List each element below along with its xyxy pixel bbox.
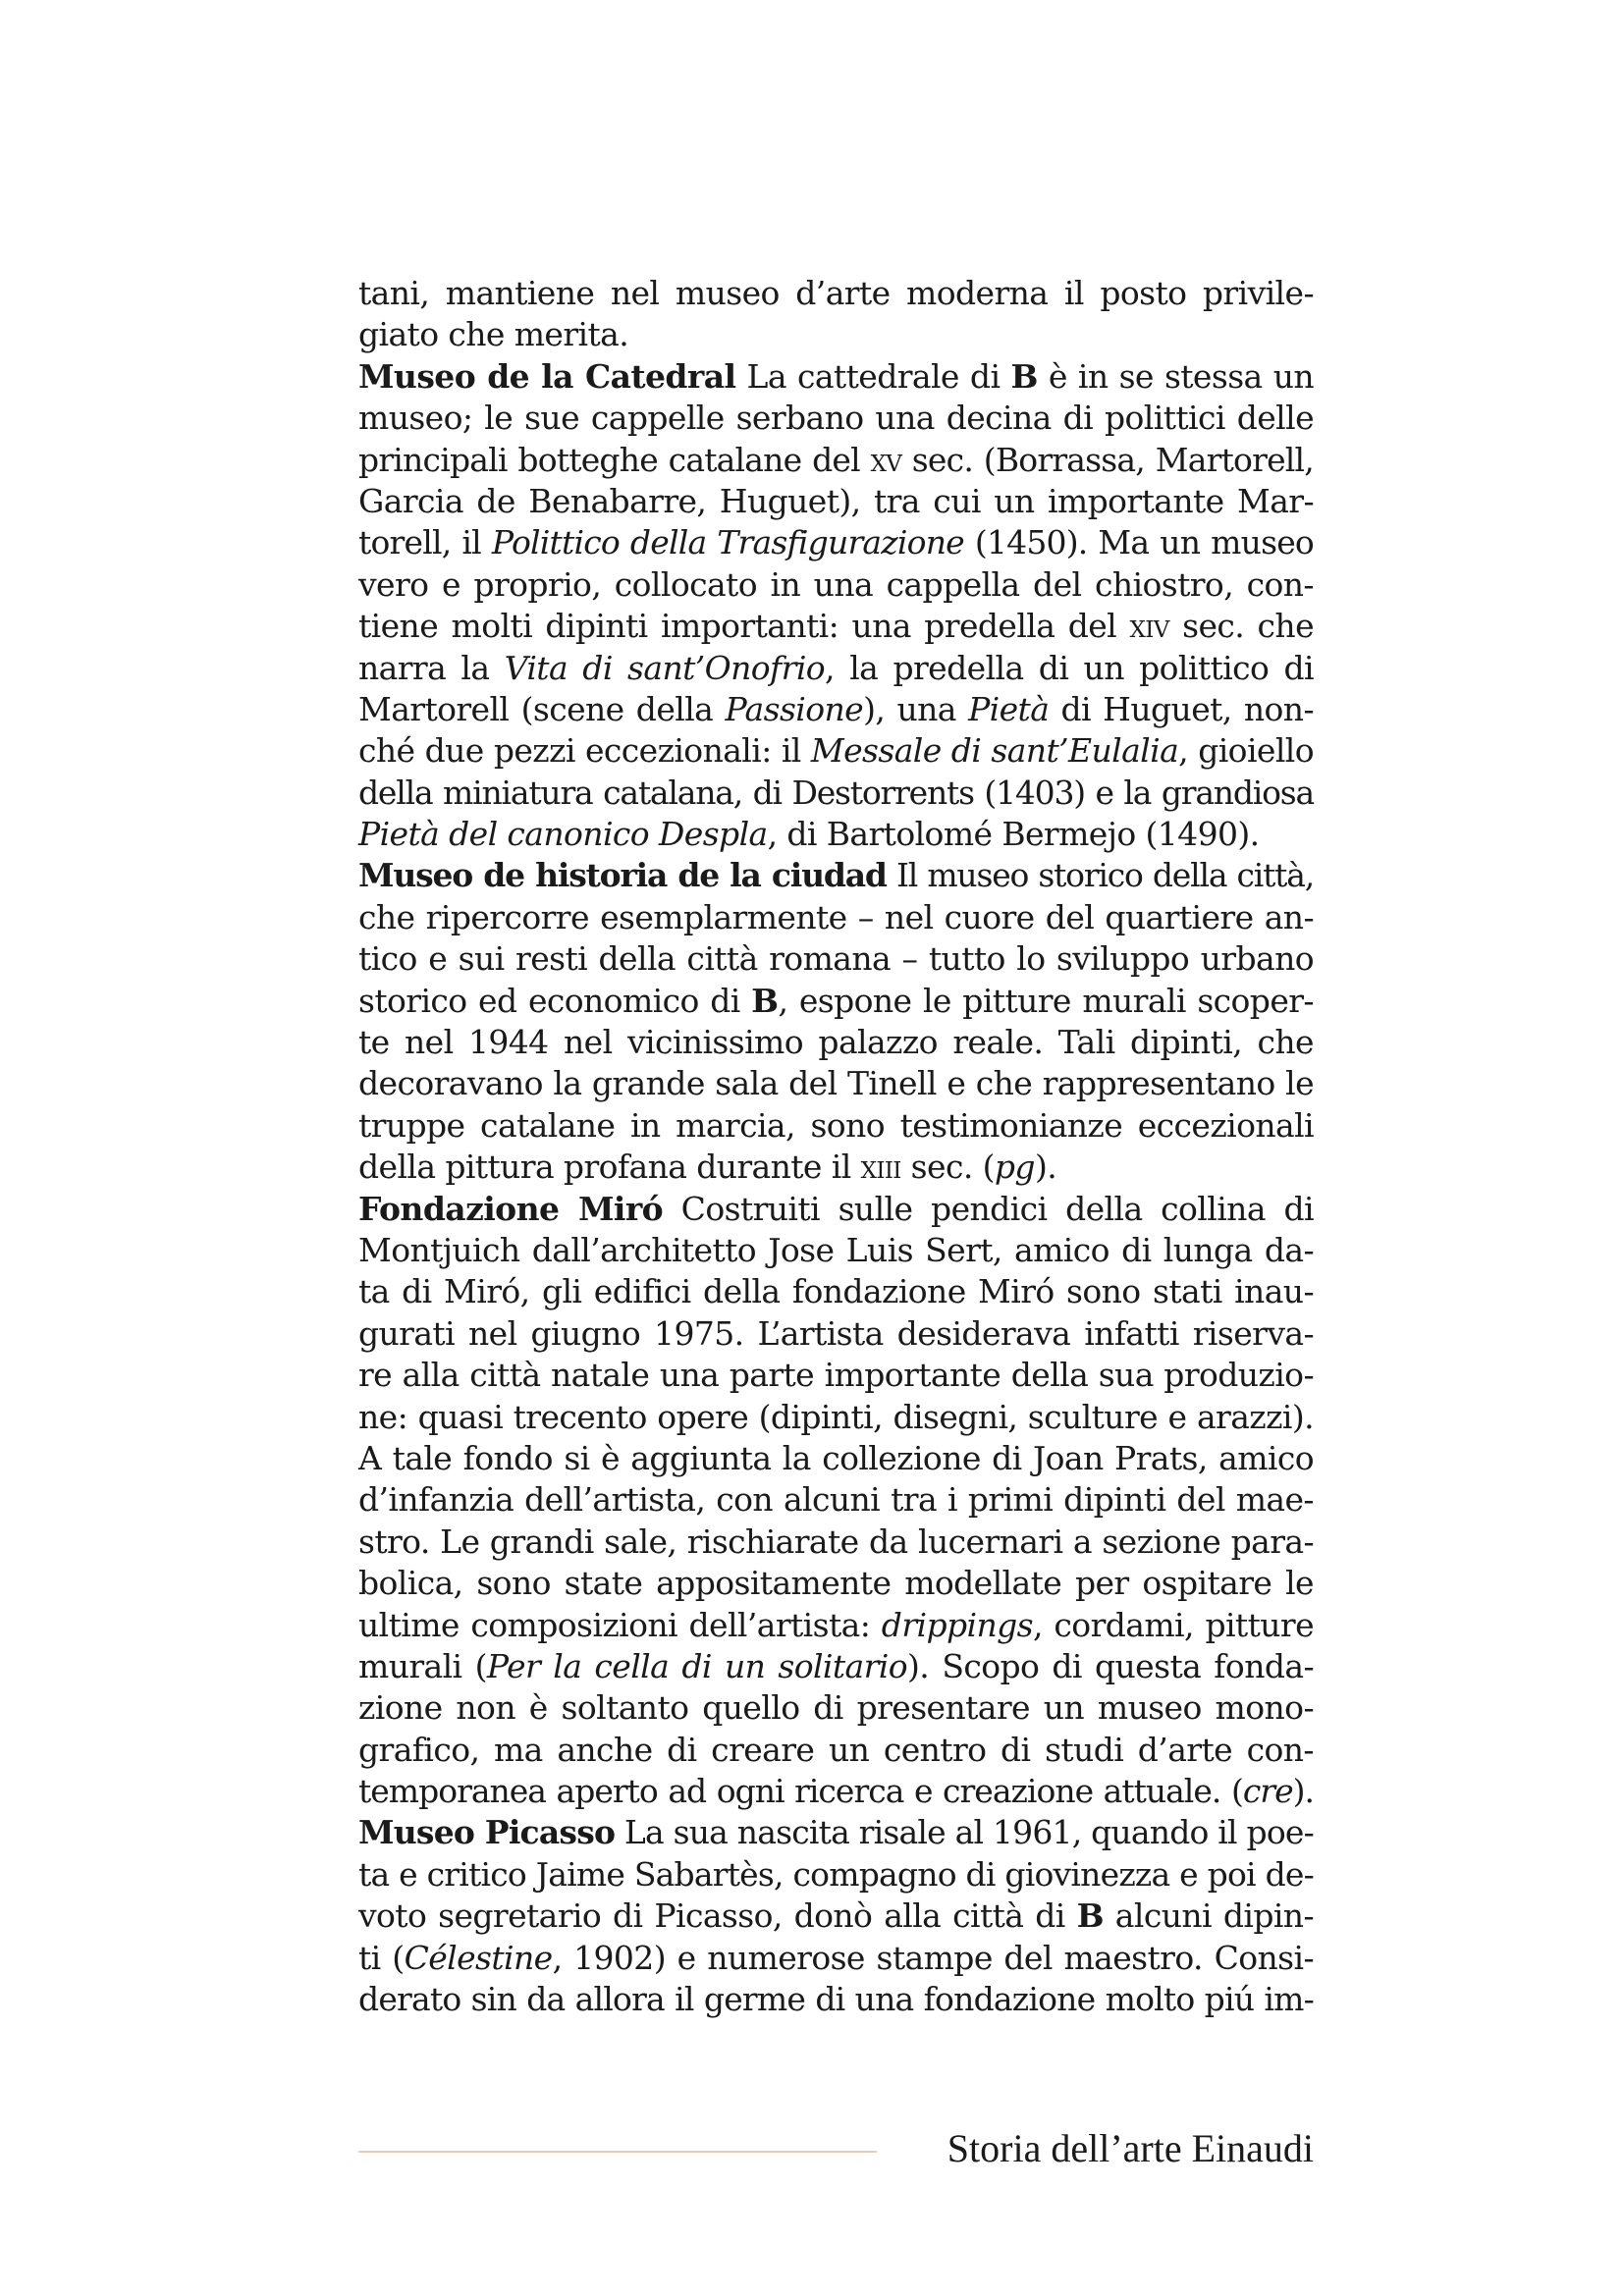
text-line bbox=[358, 1230, 1314, 1271]
text-line bbox=[358, 1646, 1314, 1687]
text-run: grafico, ma anche di creare un centro di studi d’arte con- bbox=[358, 1730, 1314, 1769]
bold-heading: Fondazione Miró bbox=[358, 1189, 664, 1228]
text-line bbox=[358, 1730, 1314, 1771]
text-run: bolica, sono state appositamente modellate per ospitare le bbox=[358, 1564, 1314, 1603]
text-line bbox=[358, 1063, 1314, 1104]
text-line bbox=[358, 938, 1314, 980]
text-run: alcuni dipin- bbox=[1103, 1896, 1314, 1936]
text-line bbox=[358, 481, 1314, 522]
text-line bbox=[358, 1355, 1314, 1396]
text-run: sec. che bbox=[1168, 607, 1314, 646]
footer-publisher: Storia dell’arte Einaudi bbox=[947, 2126, 1314, 2170]
text-line bbox=[358, 1479, 1314, 1521]
bold-heading: B bbox=[751, 981, 779, 1020]
text-line bbox=[358, 897, 1314, 938]
text-line bbox=[358, 1147, 1314, 1188]
italic-title: cre bbox=[1242, 1772, 1293, 1811]
text-run: tani, mantiene nel museo d’arte moderna il posto privile- bbox=[358, 274, 1314, 312]
text-run: torell, il bbox=[358, 523, 492, 562]
text-run: giato che merita. bbox=[358, 315, 629, 354]
text-run: , espone le pitture murali scoper- bbox=[778, 981, 1314, 1020]
text-line bbox=[358, 356, 1314, 398]
text-run: ultime composizioni dell’artista: bbox=[358, 1605, 882, 1644]
century-numeral: xv bbox=[870, 440, 902, 479]
text-run: temporanea aperto ad ogni ricerca e creazione attuale. ( bbox=[358, 1772, 1243, 1811]
italic-title: Per la cella di un solitario bbox=[486, 1646, 908, 1685]
text-run: gurati nel giugno 1975. L’artista desiderava infatti riserva- bbox=[358, 1313, 1314, 1353]
text-run: storico ed economico di bbox=[358, 981, 752, 1020]
text-run: principali botteghe catalane del bbox=[358, 440, 871, 479]
text-run: museo; le sue cappelle serbano una decina di polittici delle bbox=[358, 399, 1314, 438]
italic-title: Pietà bbox=[968, 689, 1050, 728]
text-run: sec. ( bbox=[900, 1148, 995, 1187]
text-run: La cattedrale di bbox=[735, 356, 1011, 396]
text-line bbox=[358, 273, 1314, 314]
text-line bbox=[358, 1687, 1314, 1729]
text-run: ché due pezzi eccezionali: il bbox=[358, 731, 811, 771]
text-run: , di Bartolomé Bermejo (1490). bbox=[767, 815, 1260, 854]
text-run: Garcia de Benabarre, Huguet), tra cui un importante Mar- bbox=[358, 481, 1314, 520]
text-run: decoravano la grande sala del Tinell e che rappresentano le bbox=[358, 1064, 1314, 1103]
text-run: d’infanzia dell’artista, con alcuni tra i primi dipinti del mae- bbox=[358, 1480, 1314, 1520]
text-line bbox=[358, 440, 1314, 481]
text-line bbox=[358, 1979, 1314, 2020]
bold-heading: Museo Picasso bbox=[358, 1813, 616, 1852]
text-line bbox=[358, 814, 1314, 855]
text-line bbox=[358, 1022, 1314, 1063]
text-line bbox=[358, 1854, 1314, 1896]
text-run: te nel 1944 nel vicinissimo palazzo reale. Tali dipinti, che bbox=[358, 1023, 1314, 1062]
text-run: derato sin da allora il germe di una fondazione molto piú im- bbox=[358, 1980, 1314, 2019]
text-run: La sua nascita risale al 1961, quando il poe- bbox=[615, 1813, 1314, 1852]
text-line bbox=[358, 855, 1314, 896]
text-line bbox=[358, 1605, 1314, 1646]
text-run: stro. Le grandi sale, rischiarate da lucernari a sezione para- bbox=[358, 1522, 1314, 1561]
text-run: murali ( bbox=[358, 1646, 487, 1685]
text-run: tico e sui resti della città romana – tutto lo sviluppo urbano bbox=[358, 939, 1314, 979]
text-line bbox=[358, 1812, 1314, 1853]
text-line bbox=[358, 1105, 1314, 1147]
text-line bbox=[358, 1522, 1314, 1563]
bold-heading: Museo de historia de la ciudad bbox=[358, 856, 887, 895]
footer-divider bbox=[358, 2151, 877, 2153]
text-run: , cordami, pitture bbox=[1032, 1605, 1315, 1644]
text-run: è in se stessa un bbox=[1037, 356, 1315, 396]
italic-title: Passione bbox=[725, 689, 864, 728]
text-run: di Huguet, non- bbox=[1049, 689, 1314, 728]
text-run: ). Scopo di questa fonda- bbox=[907, 1646, 1314, 1685]
text-line bbox=[358, 1896, 1314, 1937]
text-run: ti ( bbox=[358, 1938, 405, 1977]
text-run: ). bbox=[1034, 1148, 1057, 1187]
text-line bbox=[358, 314, 1314, 355]
text-line bbox=[358, 606, 1314, 647]
text-run: narra la bbox=[358, 648, 505, 687]
text-line bbox=[358, 773, 1314, 814]
text-run: tiene molti dipinti importanti: una predella del bbox=[358, 607, 1130, 646]
page-body bbox=[358, 273, 1314, 2020]
text-line bbox=[358, 1938, 1314, 1979]
text-run: ta e critico Jaime Sabartès, compagno di giovinezza e poi de- bbox=[358, 1854, 1314, 1894]
text-run: , 1902) e numerose stampe del maestro. Consi- bbox=[552, 1938, 1314, 1977]
text-line bbox=[358, 564, 1314, 606]
text-line bbox=[358, 730, 1314, 772]
bold-heading: B bbox=[1076, 1896, 1104, 1936]
text-run: A tale fondo si è aggiunta la collezione di Joan Prats, amico bbox=[358, 1438, 1314, 1477]
text-run: ta di Miró, gli edifici della fondazione Miró sono stati inau- bbox=[358, 1272, 1314, 1311]
italic-title: Vita di sant’Onofrio bbox=[504, 648, 826, 687]
text-run: Il museo storico della città, bbox=[886, 856, 1314, 895]
text-line bbox=[358, 1313, 1314, 1355]
text-run: , la predella di un polittico di bbox=[825, 648, 1314, 687]
text-line bbox=[358, 648, 1314, 689]
century-numeral: xiii bbox=[860, 1148, 901, 1187]
text-run: ). bbox=[1292, 1772, 1314, 1811]
italic-title: Polittico della Trasfigurazione bbox=[491, 523, 964, 562]
italic-title: pg bbox=[994, 1148, 1035, 1187]
text-run: Martorell (scene della bbox=[358, 689, 726, 728]
bold-heading: B bbox=[1010, 356, 1038, 396]
text-run: zione non è soltanto quello di presentare un museo mono- bbox=[358, 1688, 1314, 1728]
text-line bbox=[358, 1438, 1314, 1479]
text-run: Costruiti sulle pendici della collina di bbox=[663, 1189, 1314, 1228]
text-run: ne: quasi trecento opere (dipinti, disegni, sculture e arazzi). bbox=[358, 1397, 1314, 1436]
text-run: , gioiello bbox=[1178, 731, 1314, 771]
text-run: della pittura profana durante il bbox=[358, 1148, 861, 1187]
italic-title: Pietà del canonico Despla bbox=[358, 815, 768, 854]
text-run: voto segretario di Picasso, donò alla città di bbox=[358, 1896, 1077, 1936]
text-run: (1450). Ma un museo bbox=[963, 523, 1315, 562]
text-line bbox=[358, 522, 1314, 563]
text-run: della miniatura catalana, di Destorrents (1403) e la grandiosa bbox=[358, 773, 1314, 812]
text-run: truppe catalane in marcia, sono testimonianze eccezionali bbox=[358, 1105, 1314, 1145]
text-line bbox=[358, 981, 1314, 1022]
text-run: vero e proprio, collocato in una cappella del chiostro, con- bbox=[358, 564, 1314, 604]
century-numeral: xiv bbox=[1129, 607, 1169, 646]
italic-title: Messale di sant’Eulalia bbox=[810, 731, 1179, 771]
text-run: ), una bbox=[863, 689, 969, 728]
italic-title: drippings bbox=[881, 1605, 1033, 1644]
bold-heading: Museo de la Catedral bbox=[358, 356, 736, 396]
text-line bbox=[358, 1397, 1314, 1438]
text-line bbox=[358, 1189, 1314, 1230]
text-line bbox=[358, 689, 1314, 730]
text-line bbox=[358, 398, 1314, 439]
text-run: sec. (Borrassa, Martorell, bbox=[901, 440, 1315, 479]
text-run: Montjuich dall’architetto Jose Luis Sert, amico di lunga da- bbox=[358, 1230, 1314, 1269]
text-line bbox=[358, 1771, 1314, 1812]
italic-title: Célestine bbox=[404, 1938, 553, 1977]
text-line bbox=[358, 1563, 1314, 1604]
text-run: che ripercorre esemplarmente – nel cuore del quartiere an- bbox=[358, 897, 1314, 936]
text-run: re alla città natale una parte importante della sua produzio- bbox=[358, 1356, 1314, 1395]
text-line bbox=[358, 1271, 1314, 1312]
